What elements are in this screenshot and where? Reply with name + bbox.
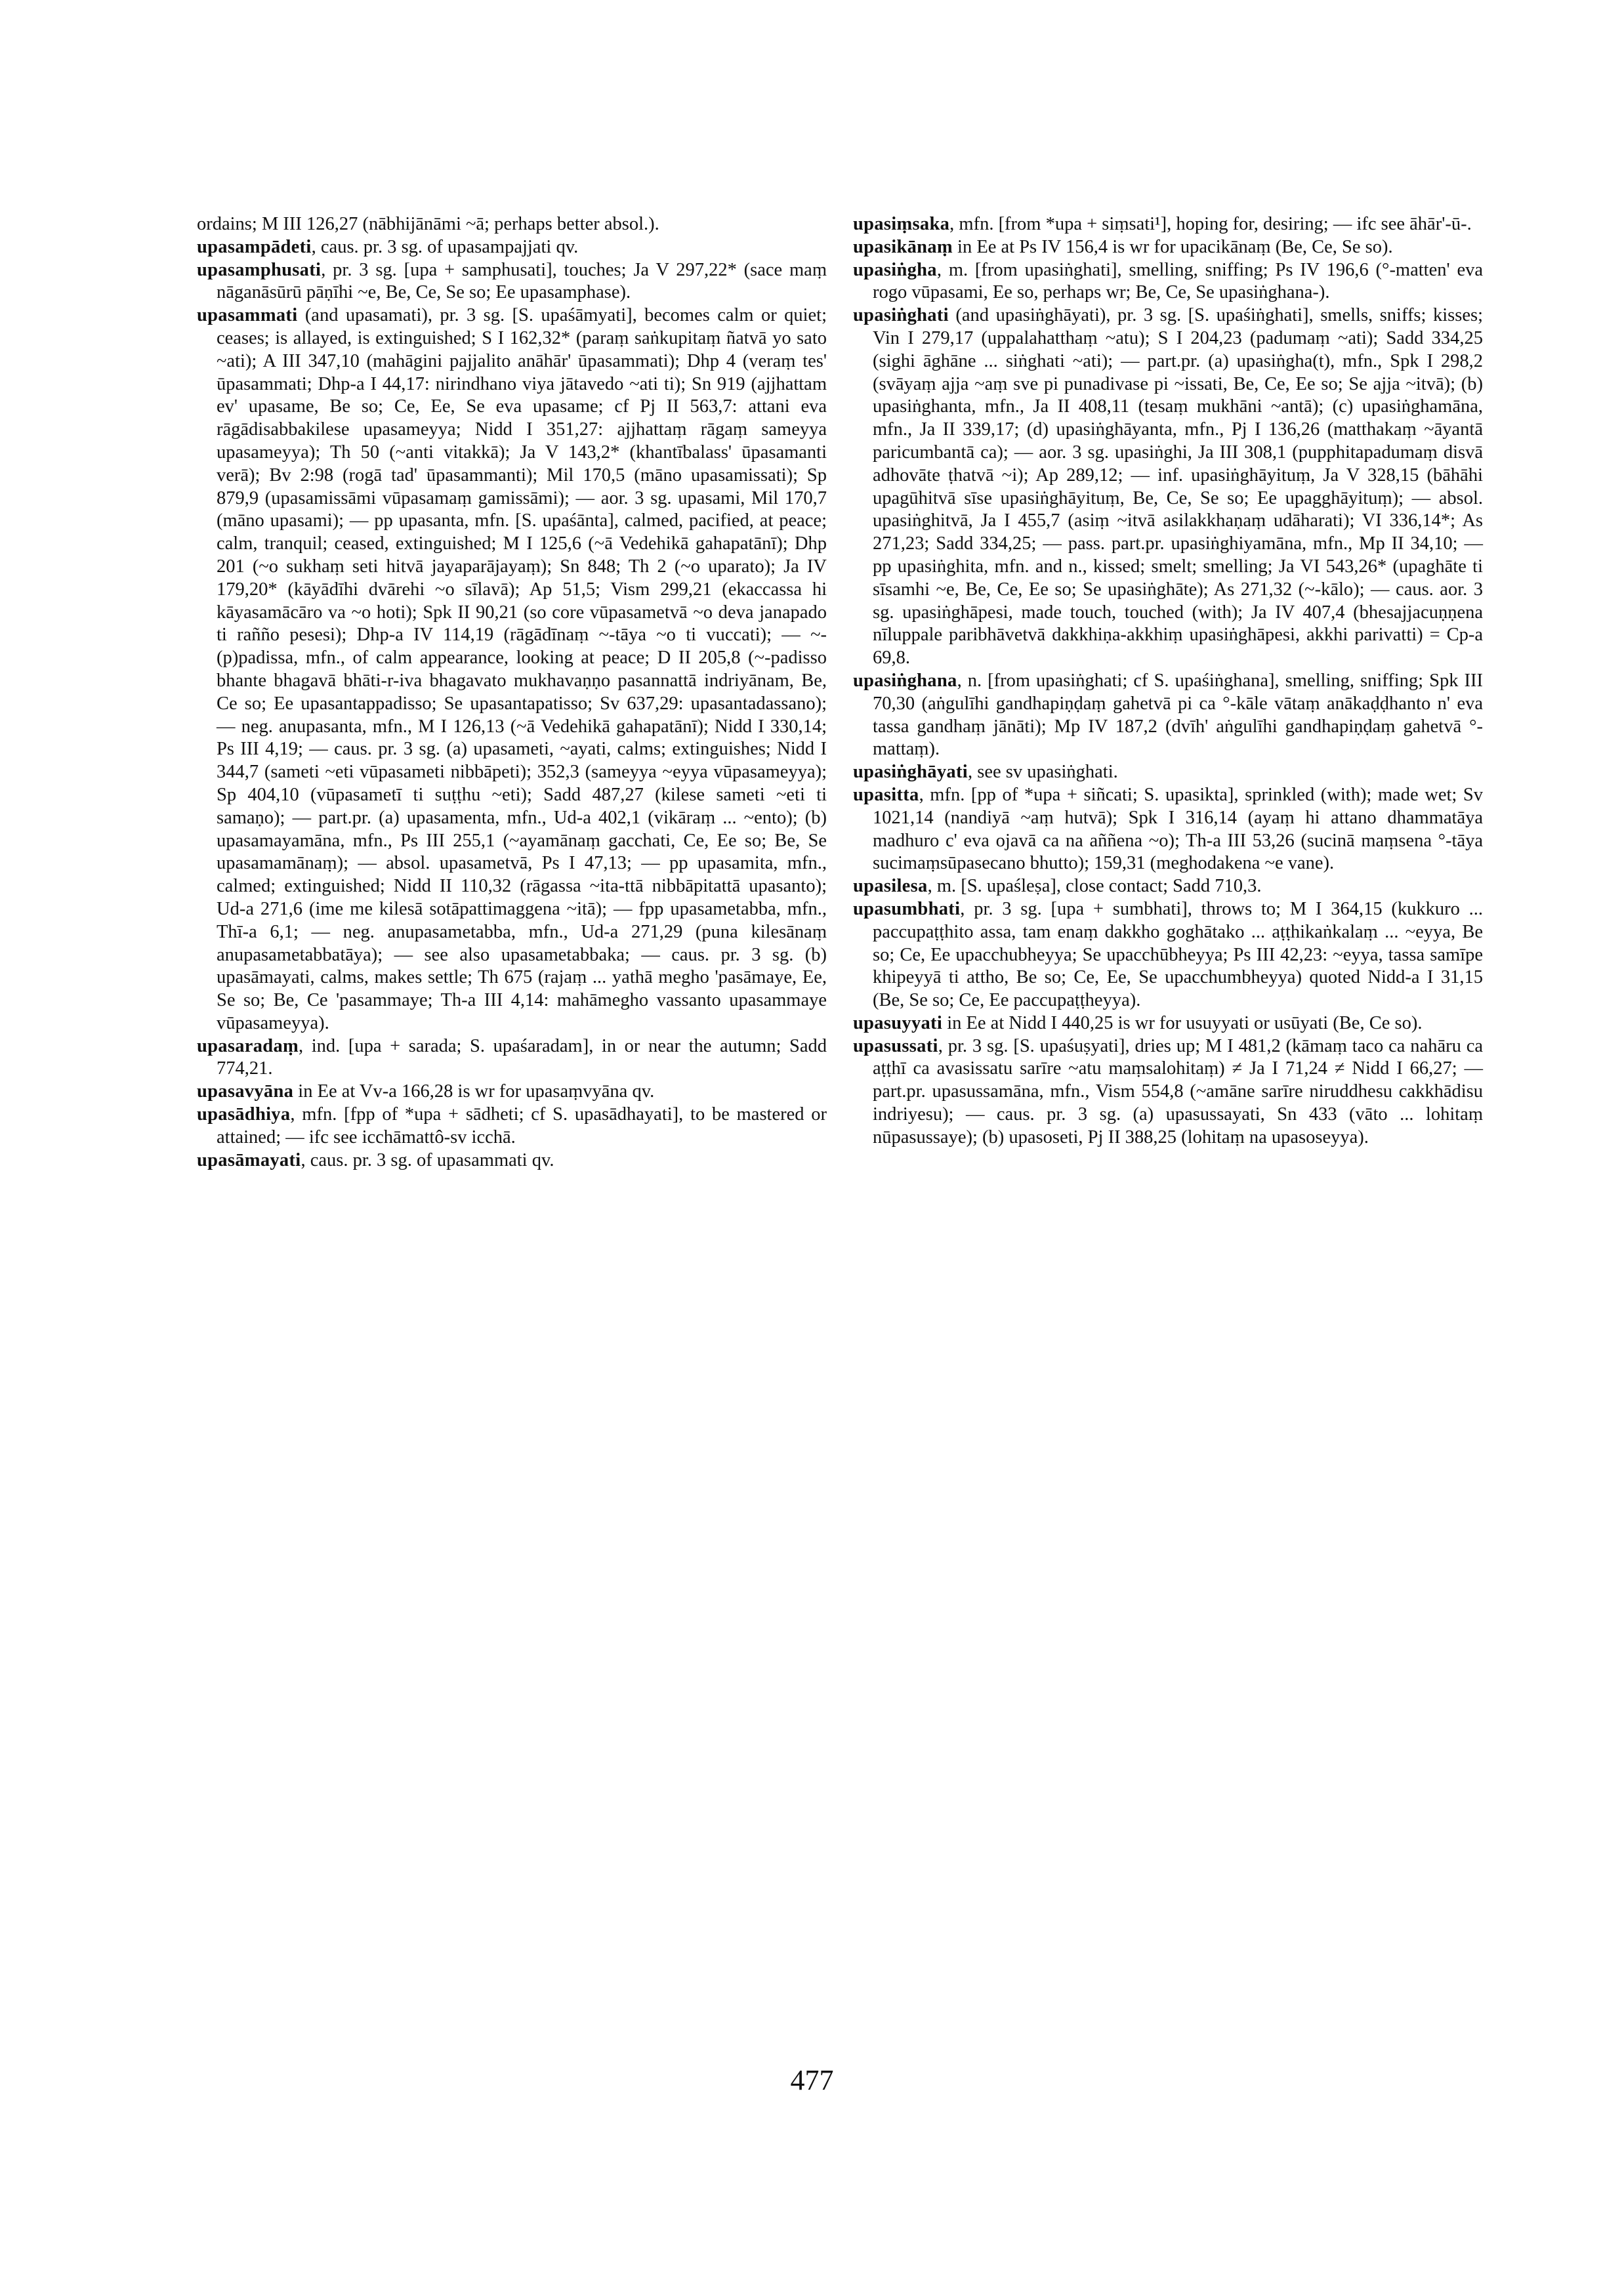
entry-body: , m. [S. upaśleṣa], close contact; Sadd 710,3. [927,876,1262,897]
entry-body: , mfn. [from *upa + siṃsati¹], hoping for, desiring; — ifc see āhār'-ū-. [949,214,1472,234]
entry-body: , see sv upasiṅghati. [967,762,1118,783]
entry-headword: upasussati [853,1035,938,1056]
entry-headword: upasikānaṃ [853,236,953,257]
entry-headword: upasādhiya [197,1104,291,1125]
dictionary-entry [197,1035,827,1081]
entry-headword: upasaradaṃ [197,1035,299,1056]
dictionary-entry [853,898,1483,1012]
entry-headword: upasāmayati [197,1149,301,1170]
dictionary-entry [197,1081,827,1104]
entry-headword: upasiṅghana [853,670,957,691]
entry-body: (and upasiṅghāyati), pr. 3 sg. [S. upaśiṅghati], smells, sniffs; kisses; Vin I 279,17 (uppalahatthaṃ ~atu); S I 204,23 (padumaṃ ~ati); Sadd 334,25 (sighi āghāne ... siṅghati ~ati); — part.pr. (a) upasiṅgha(t), mfn., Spk I 298,2 (svāyaṃ ajja ~aṃ sve pi punadivase pi ~issati, Be, Ce, Ee so; Se ajja ~itvā); (b) upasiṅghanta, mfn., Ja II 408,11 (tesaṃ mukhāni ~antā); (c) upasiṅghamāna, mfn., Ja II 339,17; (d) upasiṅghāyanta, mfn., Pj I 136,26 (matthakaṃ ~āyantā paricumbantā ca); — aor. 3 sg. upasiṅghi, Ja III 308,1 (pupphitapadumaṃ disvā adhovāte ṭhatvā ~i); Ap 289,12; — inf. upasiṅghāyituṃ, Ja V 328,15 (bāhāhi upagūhitvā sīse upasiṅghāyituṃ, Be, Ce, Se so; Ee upagghāyituṃ); — absol. upasiṅghitvā, Ja I 455,7 (asiṃ ~itvā asilakkhaṇaṃ udāharati); VI 336,14*; As 271,23; Sadd 334,25; — pass. part.pr. upasiṅghiyamāna, mfn., Mp II 34,10; — pp upasiṅghita, mfn. and n., kissed; smelt; smelling; Ja VI 543,26* (upaghāte ti sīsamhi ~e, Be, Ce, Ee so; Se upasiṅghāte); As 271,32 (~-kālo); — caus. aor. 3 sg. upasiṅghāpesi, made touch, touched (with); Ja IV 407,4 (bhesajjacuṇṇena nīluppale paribhāvetvā dakkhiṇa-akkhiṃ upasiṅghāpesi, akkhi parivatti) = Cp-a 69,8. [873,305,1483,669]
entry-body: (and upasamati), pr. 3 sg. [S. upaśāmyati], becomes calm or quiet; ceases; is allayed, is extinguished; S I 162,32* (paraṃ saṅkupitaṃ ñatvā yo sato ~ati); A III 347,10 (mahāgini pajjalito anāhār' ūpasammati); Dhp 4 (veraṃ tes' ūpasammati; Dhp-a I 44,17: nirindhano viya jātavedo ~ati ti); Sn 919 (ajjhattam ev' upasame, Be so; Ce, Ee, Se eva upasame; cf Pj II 563,7: attani eva rāgādisabbakilese upasameyya; Nidd I 351,27: ajjhattaṃ rāgaṃ sameyya upasameyya); Th 50 (~anti vitakkā); Ja V 143,2* (khantībalass' ūpasamanti verā); Bv 2:98 (rogā tad' ūpasammanti); Mil 170,5 (māno upasamissati); Sp 879,9 (upasamissāmi vūpasamaṃ gamissāmi); — aor. 3 sg. upasami, Mil 170,7 (māno upasami); — pp upasanta, mfn. [S. upaśānta], calmed, pacified, at peace; calm, tranquil; ceased, extinguished; M I 125,6 (~ā Vedehikā gahapatānī); Dhp 201 (~o sukhaṃ seti hitvā jayaparājayaṃ); Sn 848; Th 2 (~o uparato); Ja IV 179,20* (kāyādīhi dvārehi ~o sīlavā); Ap 51,5; Vism 299,21 (ekaccassa hi kāyasamācāro va ~o hoti); Spk II 90,21 (so core vūpasametvā ~o deva janapado ti rañño pesesi); Dhp-a IV 114,19 (rāgādīnaṃ ~-tāya ~o ti vuccati); — ~-(p)padissa, mfn., of calm appearance, looking at peace; D II 205,8 (~-padisso bhante bhagavā bhāti-r-iva bhagavato mukhavaṇṇo pasannattā indriyānam, Be, Ce so; Ee upasantappadisso; Se upasantapatisso; Sv 637,29: upasantadassano); — neg. anupasanta, mfn., M I 126,13 (~ā Vedehikā gahapatānī); Nidd I 330,14; Ps III 4,19; — caus. pr. 3 sg. (a) upasameti, ~ayati, calms; extinguishes; Nidd I 344,7 (sameti ~eti vūpasameti nibbāpeti); 352,3 (sameyya ~eyya vūpasameyya); Sp 404,10 (vūpasametī ti suṭṭhu ~eti); Sadd 487,27 (kilese sameti ~eti ti samaṇo); — part.pr. (a) upasamenta, mfn., Ud-a 402,1 (vikāraṃ ... ~ento); (b) upasamayamāna, mfn., Ps III 255,1 (~ayamānaṃ gacchati, Ce, Ee so; Be, Se upasamamānaṃ); — absol. upasametvā, Ps I 47,13; — pp upasamita, mfn., calmed; extinguished; Nidd II 110,32 (rāgassa ~ita-ttā nibbāpitattā upasanto); Ud-a 271,6 (ime me kilesā sotāpattimaggena ~itā); — fpp upasametabba, mfn., Thī-a 6,1; — neg. anupasametabba, mfn., Ud-a 271,29 (puna kilesānaṃ anupasametabbatāya); — see also upasametabbaka; — caus. pr. 3 sg. (b) upasāmayati, calms, makes settle; Th 675 (rajaṃ ... yathā megho 'pasāmaye, Ee, Se so; Be, Ce 'pasammaye; Th-a III 4,14: mahāmegho vassanto upasammaye vūpasameyya). [217,305,827,1033]
dictionary-entry [197,1149,827,1172]
dictionary-entry [197,213,827,236]
page-number: 477 [790,2064,834,2096]
entry-body: , pr. 3 sg. [upa + samphusati], touches; Ja V 297,22* (sace maṃ nāganāsūrū pāṇīhi ~e, Be, Ce, Se so; Ee upasamphase). [217,259,827,303]
entry-body: , ind. [upa + sarada; S. upaśaradam], in or near the autumn; Sadd 774,21. [217,1035,827,1079]
entry-headword: upasammati [197,305,298,326]
entry-headword: upasitta [853,784,919,805]
entry-headword: upasiṅghāyati [853,762,968,783]
entry-body: , caus. pr. 3 sg. of upasammati qv. [301,1149,554,1170]
entry-body: , caus. pr. 3 sg. of upasampajjati qv. [311,236,579,257]
dictionary-entry [197,236,827,259]
dictionary-entry [197,304,827,1035]
entry-body: , m. [from upasiṅghati], smelling, sniffing; Ps IV 196,6 (°-matten' eva rogo vūpasami, Ee so, perhaps wr; Be, Ce, Se upasiṅghana-). [873,259,1483,303]
entry-body: , pr. 3 sg. [upa + sumbhati], throws to; M I 364,15 (kukkuro ... paccupaṭṭhito assa, tam enaṃ dakkho goghātako ... aṭṭhikaṅkalaṃ ... ~eyya, Be so; Ce, Ee upacchubheyya; Se upacchūbheyya; Ps III 42,23: ~eyya, tassa samīpe khipeyyā ti attho, Be so; Ce, Ee, Se upacchumbheyya) quoted Nidd-a I 31,15 (Be, Se so; Ce, Ee paccupaṭṭheyya). [873,898,1483,1011]
dictionary-entry [853,259,1483,305]
entry-headword: upasamphusati [197,259,322,280]
dictionary-entry [853,1012,1483,1035]
entry-body: in Ee at Vv-a 166,28 is wr for upasaṃvyāna qv. [293,1081,655,1102]
entry-body: in Ee at Ps IV 156,4 is wr for upacikānaṃ (Be, Ce, Se so). [952,236,1393,257]
entry-body: , n. [from upasiṅghati; cf S. upaśiṅghana], smelling, sniffing; Spk III 70,30 (aṅgulīhi gandhapiṇḍaṃ gahetvā pi ca °-kāle vātaṃ anākaḍḍhanto n' eva tassa gandhaṃ jānāti); Mp IV 187,2 (dvīh' aṅgulīhi gandhapiṇḍaṃ gahetvā °-mattaṃ). [873,670,1483,760]
entry-headword: upasuyyati [853,1012,943,1033]
dictionary-entry [853,304,1483,670]
entry-body: ordains; M III 126,27 (nābhijānāmi ~ā; perhaps better absol.). [197,214,659,234]
dictionary-entry [197,259,827,305]
dictionary-entry [853,875,1483,898]
left-column [197,213,827,1172]
dictionary-entry [853,213,1483,236]
entry-body: , pr. 3 sg. [S. upaśuṣyati], dries up; M I 481,2 (kāmaṃ taco ca nahāru ca aṭṭhī ca avasissatu sarīre ~atu maṃsalohitaṃ) ≠ Ja I 71,24 ≠ Nidd I 66,27; — part.pr. upasussamāna, mfn., Vism 554,8 (~amāne sarīre niruddhesu cakkhādisu indriyesu); — caus. pr. 3 sg. (a) upasussayati, Sn 433 (vāto ... lohitaṃ nūpasussaye); (b) upasoseti, Pj II 388,25 (lohitaṃ na upasoseyya). [873,1035,1483,1148]
entry-body: in Ee at Nidd I 440,25 is wr for usuyyati or usūyati (Be, Ce so). [942,1012,1423,1033]
dictionary-entry [853,236,1483,259]
dictionary-entry [853,670,1483,761]
dictionary-entry [853,761,1483,784]
dictionary-entry [197,1104,827,1149]
entry-headword: upasiṃsaka [853,214,950,234]
entry-body: , mfn. [fpp of *upa + sādheti; cf S. upasādhayati], to be mastered or attained; — ifc see icchāmattô-sv icchā. [217,1104,827,1148]
entry-headword: upasilesa [853,876,928,897]
entry-headword: upasiṅgha [853,259,937,280]
entry-headword: upasiṅghati [853,305,949,326]
entry-headword: upasavyāna [197,1081,294,1102]
entry-headword: upasampādeti [197,236,312,257]
right-column [853,213,1483,1149]
dictionary-entry [853,784,1483,875]
dictionary-entry [853,1035,1483,1149]
entry-headword: upasumbhati [853,898,961,919]
entry-body: , mfn. [pp of *upa + siñcati; S. upasikta], sprinkled (with); made wet; Sv 1021,14 (nandiyā ~aṃ hutvā); Spk I 316,14 (ayaṃ hi attano dhammatāya madhuro c' eva ojavā ca na aññena ~o); Th-a III 53,26 (sucinā maṃsena °-tāya sucimaṃsūpasecano bhutto); 159,31 (meghodakena ~e vane). [873,784,1483,874]
